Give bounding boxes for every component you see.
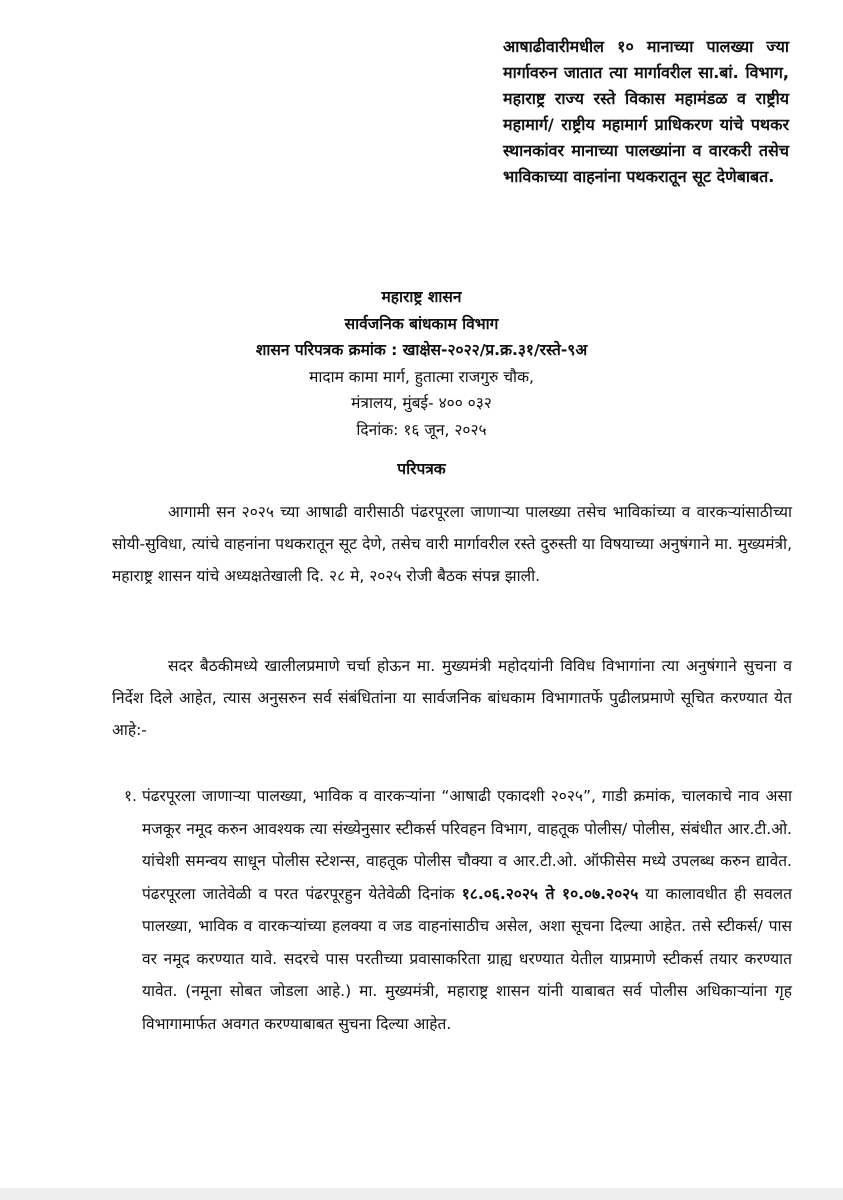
circular-heading: परिपत्रक <box>397 460 446 478</box>
circular-date: दिनांक: १६ जून, २०२५ <box>356 420 487 439</box>
letterhead <box>0 284 843 483</box>
list-item-number: १. <box>124 787 137 805</box>
department-name: सार्वजनिक बांधकाम विभाग <box>344 314 499 333</box>
address-line-2: मंत्रालय, मुंबई- ४०० ०३२ <box>351 394 492 412</box>
concession-period: १८.०६.२०२५ ते १०.०७.२०२५ <box>461 884 639 903</box>
list-item-text-after: या कालावधीत ही सवलत पालख्या, भाविक व वारकऱ्यांच्या हलक्या व जड वाहनांसाठीच असेल, अशा सूचना दिल्या आहेत. तसे स्टीकर्स/ पास वर नमूद करण्यात यावे. सदरचे पास परतीच्या प्रवासाकरिता ग्राह्य धरण्यात येतील याप्रमाणे स्टीकर्स तयार करण्यात यावेत. (नमूना सोबत जोडला आहे.) मा. मुख्यमंत्री, महाराष्ट्र शासन यांनी याबाबत सर्व पोलीस अधिकाऱ्यांना गृह विभागामार्फत अवगत करण्याबाबत सुचना दिल्या आहेत. <box>142 884 792 1033</box>
paragraph-instructions: सदर बैठकीमध्ये खालीलप्रमाणे चर्चा होऊन मा. मुख्यमंत्री महोदयांनी विविध विभागांना त्या अनुषंगाने सुचना व निर्देश दिले आहेत, त्यास अनुसरुन सर्व संबंधितांना या सार्वजनिक बांधकाम विभागातर्फे पुढीलप्रमाणे सूचित करण्यात येत आहे:- <box>112 657 792 739</box>
address-line-1: मादाम कामा मार्ग, हुतात्मा राजगुरु चौक, <box>309 367 534 386</box>
subject-block: आषाढीवारीमधील १० मानाच्या पालख्या ज्या मार्गावरुन जातात त्या मार्गावरील सा.बां. विभाग, महाराष्ट्र राज्य रस्ते विकास महामंडळ व राष्ट्रीय महामार्ग/ राष्ट्रीय महामार्ग प्राधिकरण यांचे पथकर स्थानकांवर मानाच्या पालख्यांना व वारकरी तसेच भाविकाच्या वाहनांना पथकरातून सूट देणेबाबत. <box>503 37 789 186</box>
government-name: महाराष्ट्र शासन <box>381 288 462 306</box>
circular-number: शासन परिपत्रक क्रमांक : खाक्षेस-२०२२/प्र.क्र.३१/रस्ते-९अ <box>255 341 588 359</box>
list-item-text-before: पंढरपूरला जाणाऱ्या पालख्या, भाविक व वारकऱ्यांना “आषाढी एकादशी २०२५”, गाडी क्रमांक, चालकाचे नाव असा मजकूर नमूद करुन आवश्यक त्या संख्येनुसार स्टीकर्स परिवहन विभाग, वाहतूक पोलीस/ पोलीस, संबंधीत आर.टी.ओ. यांचेशी समन्वय साधून पोलीस स्टेशन्स, वाहतूक पोलीस चौक्या व आर.टी.ओ. ऑफीसेस मध्ये उपलब्ध करुन द्यावेत. पंढरपूरला जातेवेळी व परत पंढरपूरहुन येतेवेळी दिनांक <box>142 787 792 903</box>
list-item-text <box>142 780 792 1040</box>
paragraph-intro: आगामी सन २०२५ च्या आषाढी वारीसाठी पंढरपूरला जाणाऱ्या पालख्या तसेच भाविकांच्या व वारकऱ्यांसाठीच्या सोयी-सुविधा, त्यांचे वाहनांना पथकरातून सूट देणे, तसेच वारी मार्गावरील रस्ते दुरुस्ती या विषयाच्या अनुषंगाने मा. मुख्यमंत्री, महाराष्ट्र शासन यांचे अध्यक्षतेखाली दि. २८ मे, २०२५ रोजी बैठक संपन्न झाली. <box>112 503 792 585</box>
page-bottom-edge <box>0 1188 843 1200</box>
